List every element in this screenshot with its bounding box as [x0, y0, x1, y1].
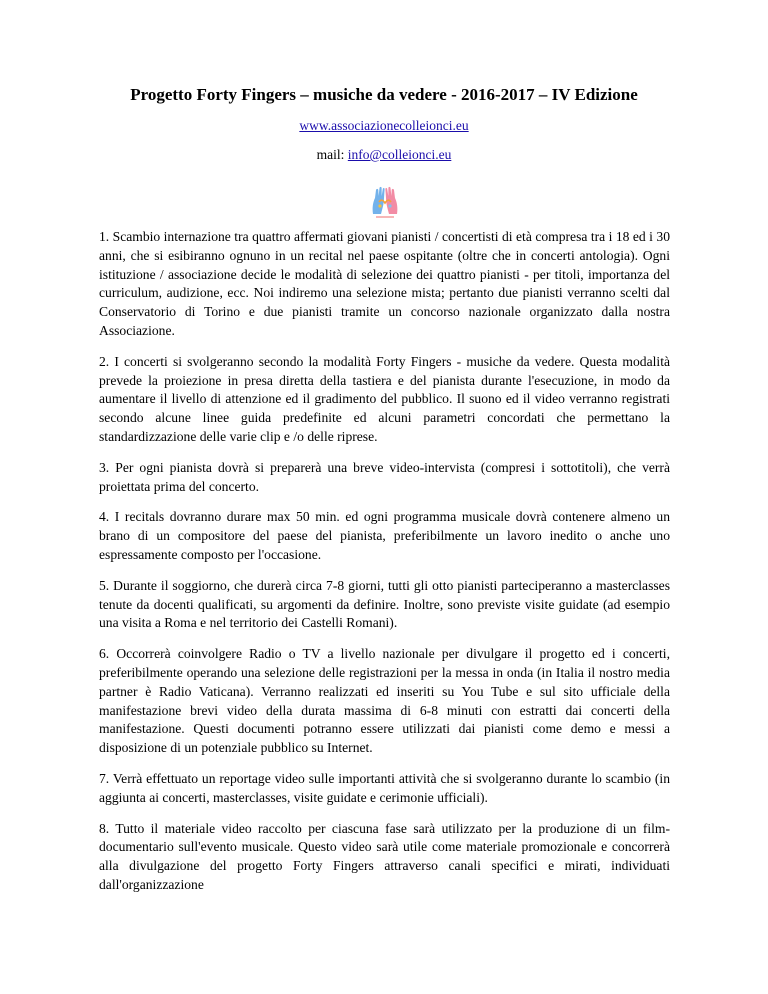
paragraph-7: 7. Verrà effettuato un reportage video sulle importanti attività che si svolgeranno durante lo scambio (in aggiunta ai concerti, masterclasses, visite guidate e cerimonie ufficiali).: [99, 770, 670, 805]
paragraph-6: 6. Occorrerà coinvolgere Radio o TV a livello nazionale per divulgare il progetto ed i concerti, preferibilmente operando una selezione delle registrazioni per la messa in onda (in Italia il nostro media partner è Radio Vaticana). Verranno realizzati ed inseriti su You Tube e sul sito ufficiale della manifestazione brevi video della durata massima di 6-8 minuti con estratti dai concerti della manifestazione. Questi documenti potranno essere utilizzati dai pianisti come demo e messi a disposizione di un potenziale pubblico su Internet.: [99, 646, 670, 756]
mail-label: mail:: [316, 147, 348, 162]
document-body: [99, 228, 670, 907]
paragraph-3: 3. Per ogni pianista dovrà si preparerà una breve video-intervista (compresi i sottotitoli), che verrà proiettata prima del concerto.: [99, 459, 670, 494]
mail-line: [0, 147, 768, 163]
forty-fingers-hands-logo-icon: [370, 184, 400, 220]
mail-link[interactable]: info@colleionci.eu: [347, 147, 452, 162]
paragraph-1: 1. Scambio internazione tra quattro affermati giovani pianisti / concertisti di età compresa tra i 18 ed i 30 anni, che si esibiranno ognuno in un recital nel paese ospitante (oltre che in concerti antologia). Ogni istituzione / associazione decide le modalità di selezione dei quattro pianisti - per titoli, importanza del curriculum, audizione, ecc. Noi indiremo una selezione mista; pertanto due pianisti verranno scelti dal Conservatorio di Torino e due pianisti tramite un concorso nazionale organizzato dalla nostra Associazione.: [99, 229, 670, 338]
document-title: Progetto Forty Fingers – musiche da vedere - 2016-2017 – IV Edizione: [130, 85, 638, 104]
website-line: [0, 118, 768, 134]
website-link[interactable]: www.associazionecolleionci.eu: [299, 118, 469, 133]
paragraph-5: 5. Durante il soggiorno, che durerà circa 7-8 giorni, tutti gli otto pianisti parteciperanno a masterclasses tenute da docenti qualificati, su argomenti da definire. Inoltre, sono previste visite guidate (ad esempio una visita a Roma e nel territorio dei Castelli Romani).: [99, 577, 670, 631]
paragraph-2: 2. I concerti si svolgeranno secondo la modalità Forty Fingers - musiche da vedere. Questa modalità prevede la proiezione in presa diretta della tastiera e del pianista durante l'esecuzione, in modo da aumentare il livello di attenzione ed il gradimento del pubblico. Il suono ed il video verranno registrati secondo alcune linee guida predefinite ed alcuni parametri concordati che permettano la standardizzazione delle varie clip e /o delle riprese.: [99, 353, 670, 444]
paragraph-8: 8. Tutto il materiale video raccolto per ciascuna fase sarà utilizzato per la produzione di un film-documentario sull'evento musicale. Questo video sarà utile come materiale promozionale e concorrerà alla divulgazione del progetto Forty Fingers attraverso canali specifici e mirati, individuati dall'organizzazione: [99, 820, 670, 892]
paragraph-4: 4. I recitals dovranno durare max 50 min. ed ogni programma musicale dovrà contenere almeno un brano di un compositore del paese del pianista, preferibilmente un lavoro inedito o anche uno espressamente composto per l'occasione.: [99, 509, 670, 562]
